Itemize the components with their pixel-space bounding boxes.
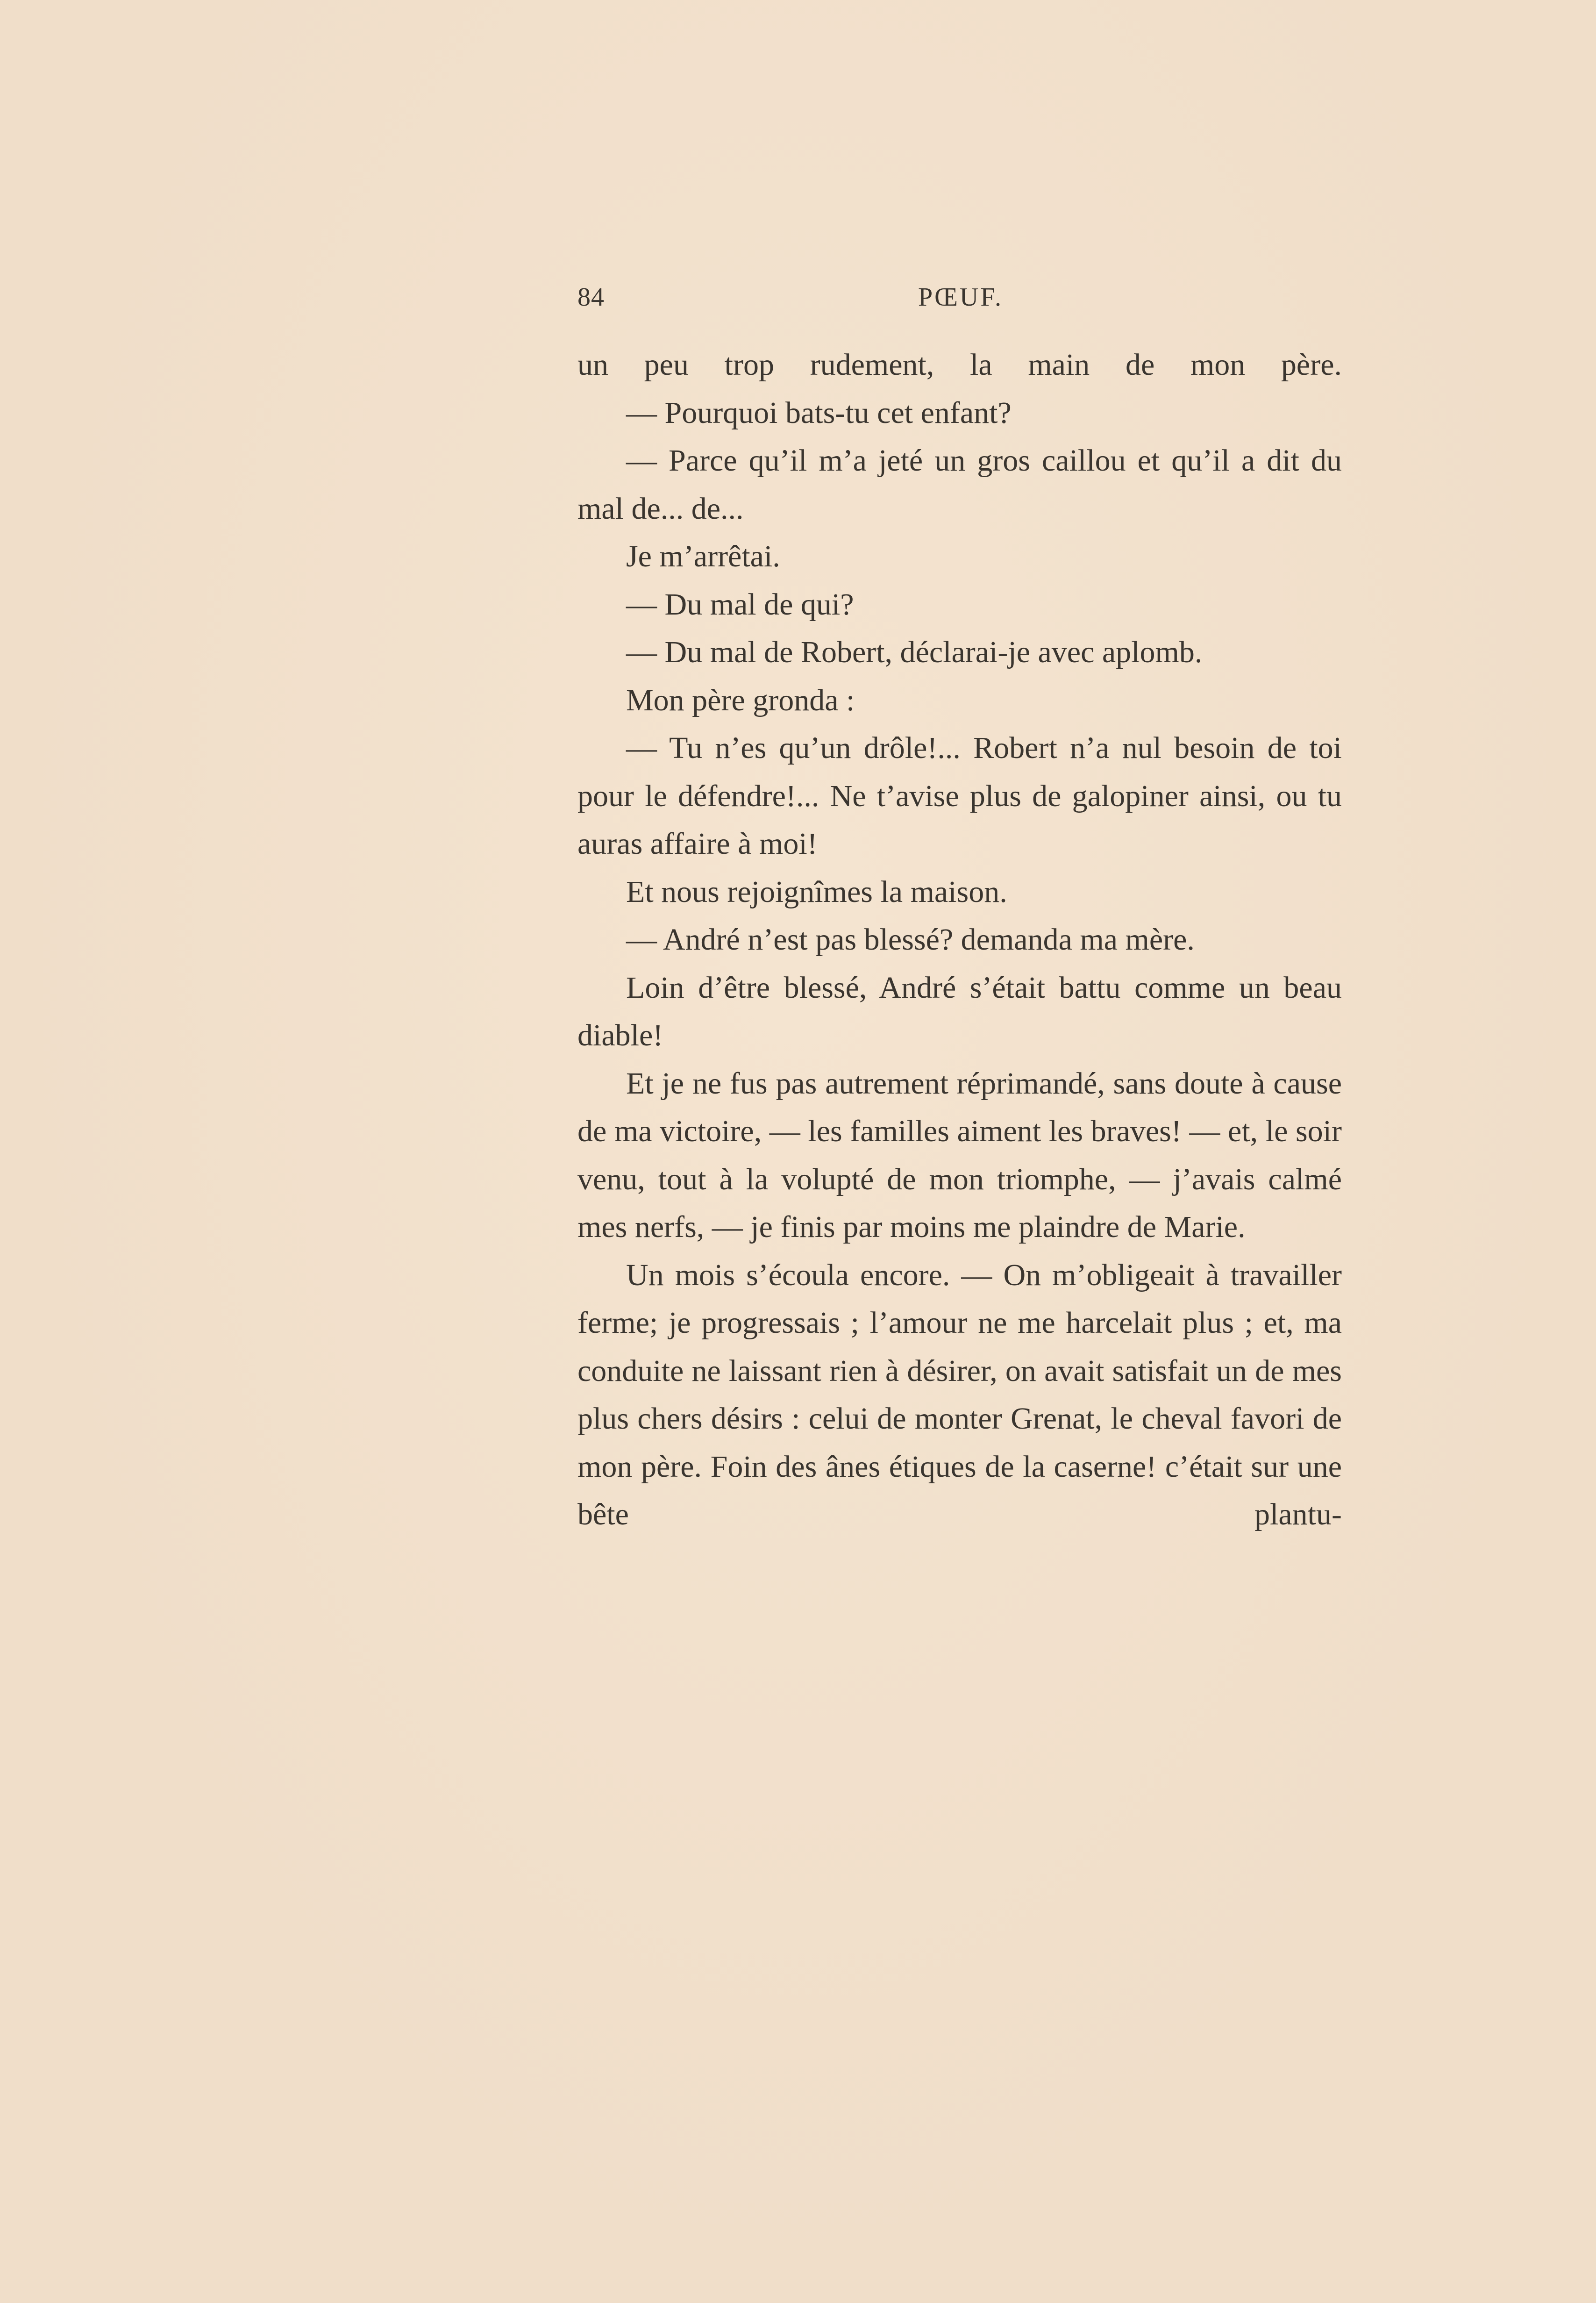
paragraph: Je m’arrêtai. [626,539,780,573]
paragraph: Et je ne fus pas autrement réprimandé, sans doute à cause de ma victoire, — les familles aiment les braves! — et, le soir venu, tout à la volupté de mon triomphe, — j’avais calmé mes nerfs, — je finis par moins me plaindre de Marie. [577,1066,1342,1244]
paragraph: — Du mal de qui? [626,587,854,622]
running-head [577,282,1344,320]
paragraph: — André n’est pas blessé? demanda ma mère. [626,923,1195,957]
running-title: PŒUF. [918,283,1004,312]
paragraph: un peu trop rudement, la main de mon père. [577,348,1342,382]
paragraph: — Tu n’es qu’un drôle!... Robert n’a nul besoin de toi pour le défendre!... Ne t’avise plus de galopiner ainsi, ou tu auras affaire à moi! [577,731,1342,861]
paragraph: — Pourquoi bats-tu cet enfant? [626,395,1012,430]
paragraph: — Parce qu’il m’a jeté un gros caillou et qu’il a dit du mal de... de... [577,443,1342,526]
paragraph: Mon père gronda : [626,683,855,717]
paragraph: — Du mal de Robert, déclarai-je avec aplomb. [626,635,1203,669]
paragraph: Et nous rejoignîmes la maison. [626,874,1007,909]
paragraph: Loin d’être blessé, André s’était battu comme un beau diable! [577,970,1342,1052]
body-text [577,341,1342,1539]
paragraph: Un mois s’écoula encore. — On m’obligeait à travailler ferme; je progressais ; l’amour ne me harcelait plus ; et, ma conduite ne laissant rien à désirer, on avait satisfait un de mes plus chers désirs : celui de monter Grenat, le cheval favori de mon père. Foin des ânes étiques de la caserne! c’était sur une bête plantu- [577,1258,1342,1531]
page-number: 84 [577,283,605,312]
